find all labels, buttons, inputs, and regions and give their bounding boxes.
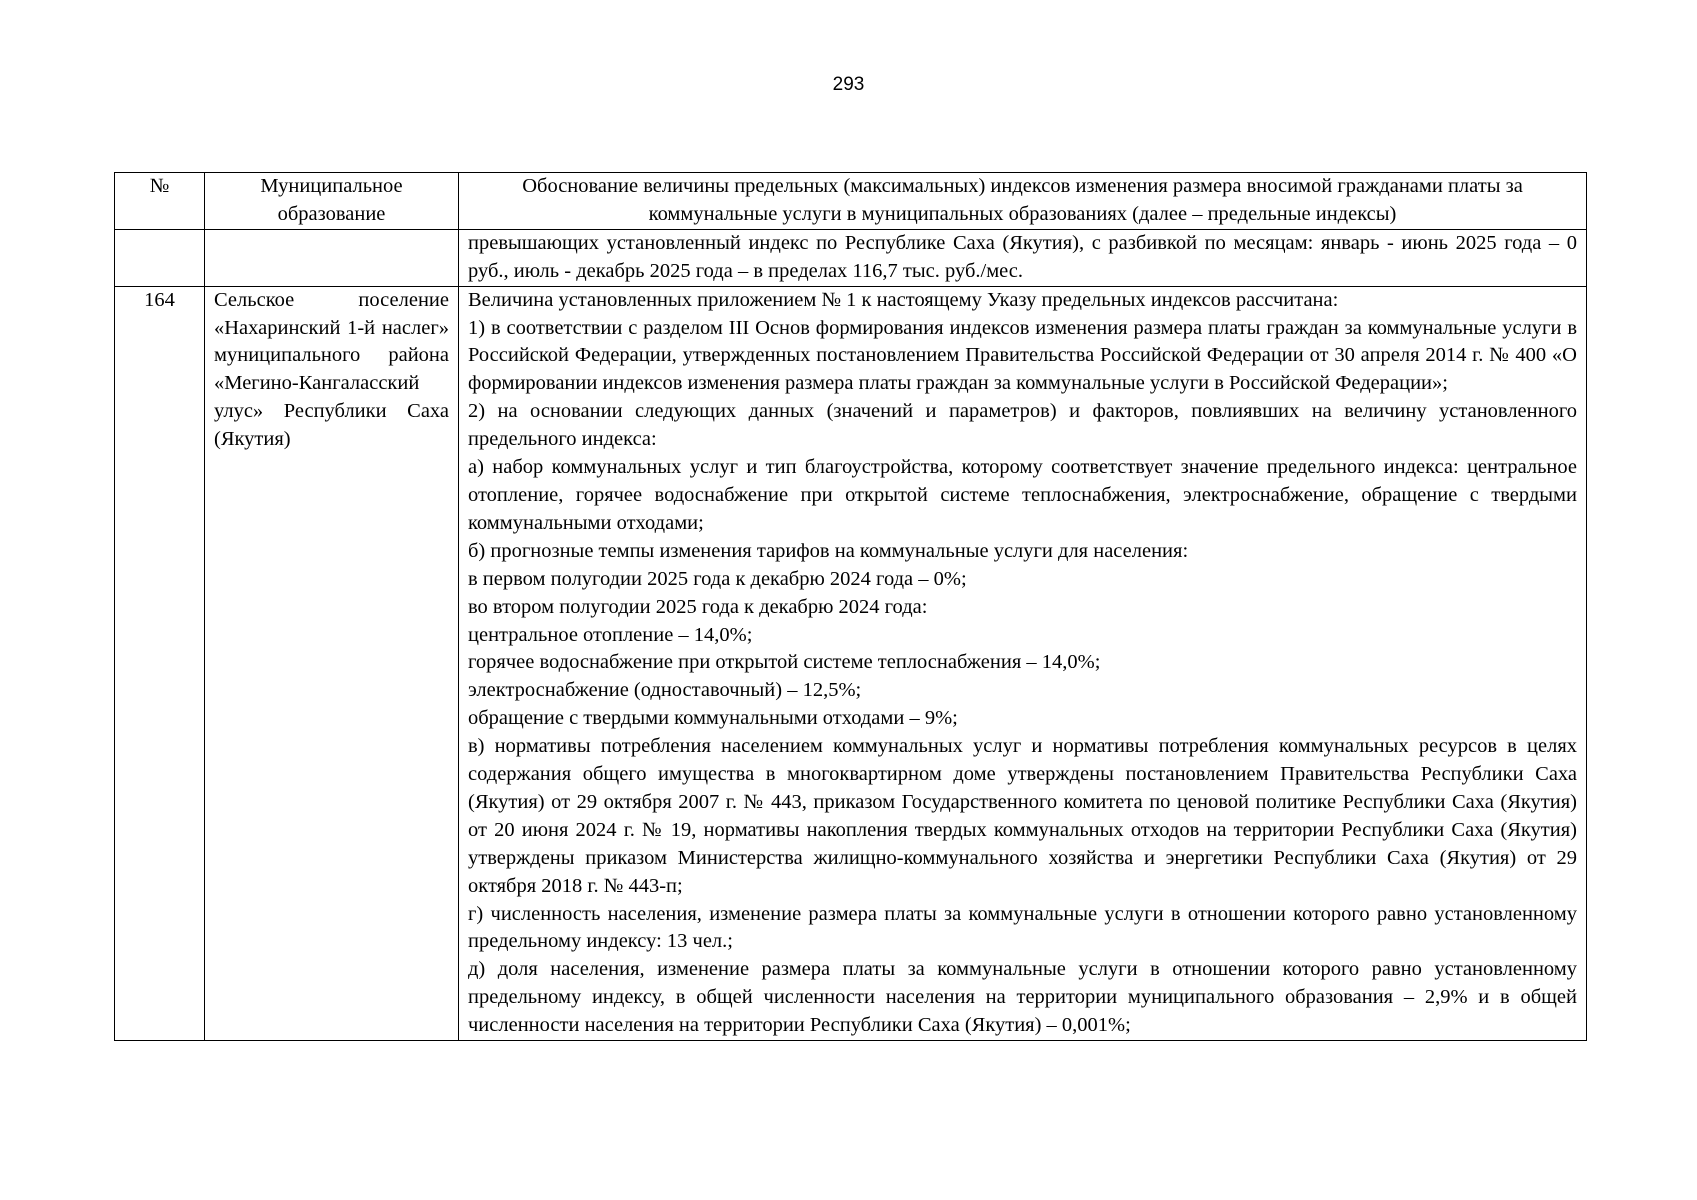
- header-number: №: [115, 173, 205, 230]
- page-number: 293: [832, 74, 865, 95]
- row-justification-continued: превышающих установленный индекс по Республике Саха (Якутия), с разбивкой по месяцам: январь - июнь 2025 года – 0 руб., июль - декабрь 2025 года – в пределах 116,7 тыс. руб./мес.: [459, 229, 1587, 286]
- table-row: [115, 229, 1587, 286]
- table-header-row: [115, 173, 1587, 230]
- justification-paragraph: в) нормативы потребления населением коммунальных услуг и нормативы потребления коммунальных ресурсов в целях содержания общего имущества в многоквартирном доме утверждены постановлением Правительства Республики Саха (Якутия) от 29 октября 2007 г. № 443, приказом Государственного комитета по ценовой политике Республики Саха (Якутия) от 20 июня 2024 г. № 19, нормативы накопления твердых коммунальных отходов на территории Республики Саха (Якутия) утверждены приказом Министерства жилищно-коммунального хозяйства и энергетики Республики Саха (Якутия) от 29 октября 2018 г. № 443-п;: [468, 735, 1577, 897]
- justification-paragraph: г) численность населения, изменение размера платы за коммунальные услуги в отношении которого равно установленному предельному индексу: 13 чел.;: [468, 902, 1577, 953]
- row-justification: [459, 286, 1587, 1040]
- justification-paragraph: б) прогнозные темпы изменения тарифов на коммунальные услуги для населения:: [468, 539, 1189, 562]
- justification-paragraph: д) доля населения, изменение размера платы за коммунальные услуги в отношении которого равно установленному предельному индексу, в общей численности населения на территории муниципального образования – 2,9% и в общей численности населения на территории Республики Саха (Якутия) – 0,001%;: [468, 958, 1577, 1037]
- justification-paragraph: центральное отопление – 14,0%;: [468, 623, 753, 646]
- row-number: 164: [115, 286, 205, 1040]
- justification-paragraph: 1) в соответствии с разделом III Основ формирования индексов изменения размера платы граждан за коммунальные услуги в Российской Федерации, утвержденных постановлением Правительства Российской Федерации от 30 апреля 2014 г. № 400 «О формировании индексов изменения размера платы граждан за коммунальные услуги в Российской Федерации»;: [468, 316, 1577, 395]
- justification-paragraph: горячее водоснабжение при открытой системе теплоснабжения – 14,0%;: [468, 651, 1101, 674]
- row-municipality: [205, 229, 459, 286]
- row-number: [115, 229, 205, 286]
- justification-paragraph: электроснабжение (одноставочный) – 12,5%;: [468, 679, 862, 702]
- header-justification: Обоснование величины предельных (максимальных) индексов изменения размера вносимой гражданами платы за коммунальные услуги в муниципальных образованиях (далее – предельные индексы): [459, 173, 1587, 230]
- index-justification-table: [114, 172, 1587, 1041]
- justification-paragraph: обращение с твердыми коммунальными отходами – 9%;: [468, 707, 958, 730]
- header-municipality: Муниципальное образование: [205, 173, 459, 230]
- justification-paragraph: во втором полугодии 2025 года к декабрю 2024 года:: [468, 595, 928, 618]
- justification-paragraph: а) набор коммунальных услуг и тип благоустройства, которому соответствует значение предельного индекса: центральное отопление, горячее водоснабжение при открытой системе теплоснабжения, электроснабжение, обращение с твердыми коммунальными отходами;: [468, 456, 1577, 534]
- justification-paragraph: 2) на основании следующих данных (значений и параметров) и факторов, повлиявших на величину установленного предельного индекса:: [468, 400, 1577, 451]
- row-municipality: Сельское поселение «Нахаринский 1-й наслег» муниципального района «Мегино-Кангаласский улус» Республики Саха (Якутия): [205, 286, 459, 1040]
- justification-paragraph: в первом полугодии 2025 года к декабрю 2024 года – 0%;: [468, 567, 967, 590]
- justification-paragraph: Величина установленных приложением № 1 к настоящему Указу предельных индексов рассчитана:: [468, 288, 1339, 311]
- table-row: [115, 286, 1587, 1040]
